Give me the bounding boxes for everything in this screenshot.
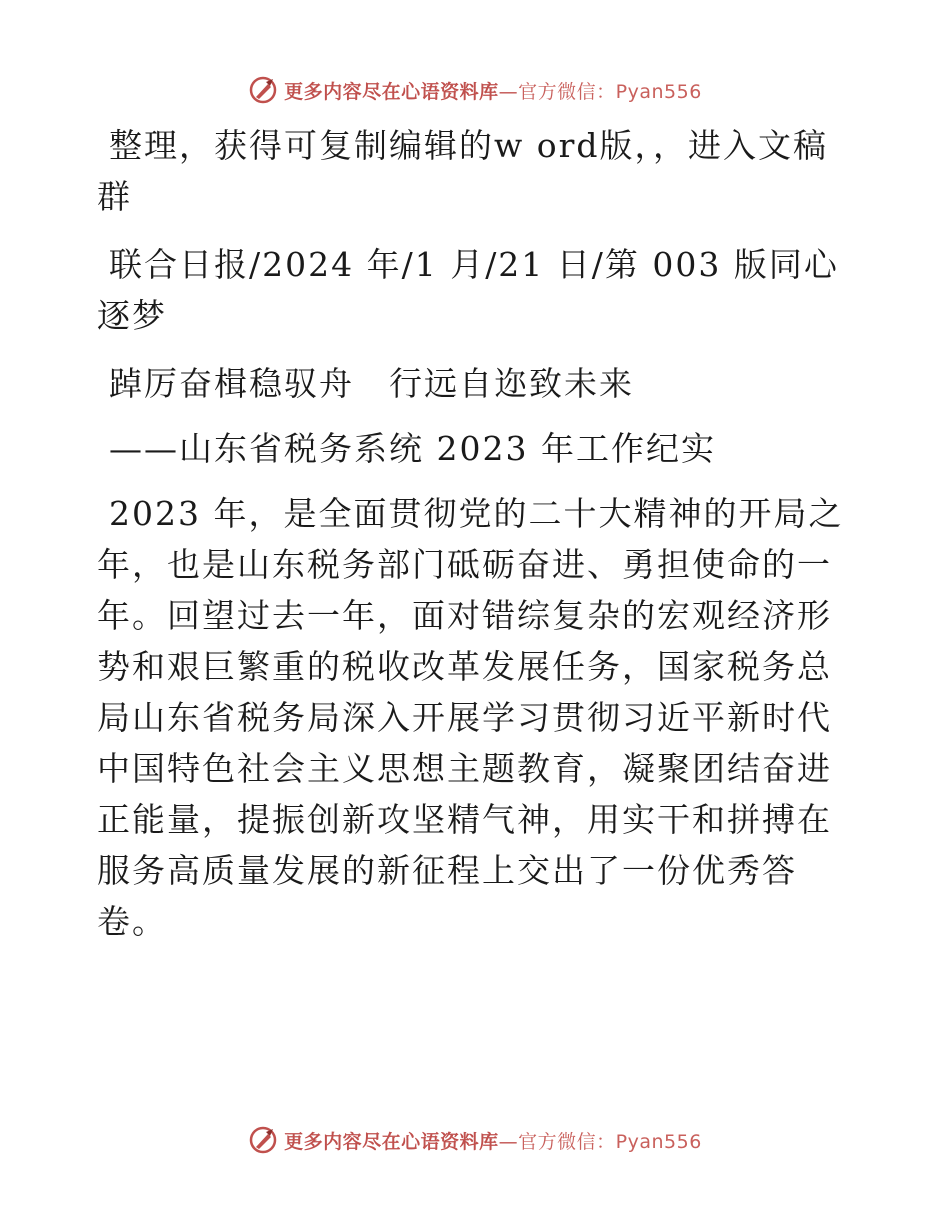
intro-paragraph: 整理，获得可复制编辑的w ord版，，进入文稿群 <box>97 126 829 216</box>
document-body <box>97 120 857 964</box>
watermark-wechat: 官方微信：Pyan556 <box>518 1130 702 1153</box>
quill-circle-logo-icon <box>248 75 278 105</box>
watermark-text: 更多内容尽在心语资料库 <box>284 1130 499 1153</box>
body-paragraph: 2023 年，是全面贯彻党的二十大精神的开局之年，也是山东税务部门砥砺奋进、勇担使命的一年。回望过去一年，面对错综复杂的宏观经济形势和艰巨繁重的税收改革发展任务，国家税务总局山东省税务局深入开展学习贯彻习近平新时代中国特色社会主义思想主题教育，凝聚团结奋进正能量，提振创新攻坚精气神，用实干和拼搏在服务高质量发展的新征程上交出了一份优秀答卷。 <box>97 494 844 941</box>
headline: 踔厉奋楫稳驭舟 行远自迩致未来 <box>109 364 634 403</box>
subheadline: ——山东省税务系统 2023 年工作纪实 <box>109 429 716 468</box>
source-line: 联合日报/2024 年/1 月/21 日/第 003 版同心逐梦 <box>97 245 839 335</box>
watermark-banner-bottom <box>0 1122 950 1158</box>
watermark-wechat: 官方微信：Pyan556 <box>518 80 702 103</box>
watermark-separator: — <box>498 1130 519 1153</box>
quill-circle-logo-icon <box>248 1125 278 1155</box>
watermark-text: 更多内容尽在心语资料库 <box>284 80 499 103</box>
watermark-separator: — <box>498 80 519 103</box>
watermark-banner-top <box>0 72 950 108</box>
